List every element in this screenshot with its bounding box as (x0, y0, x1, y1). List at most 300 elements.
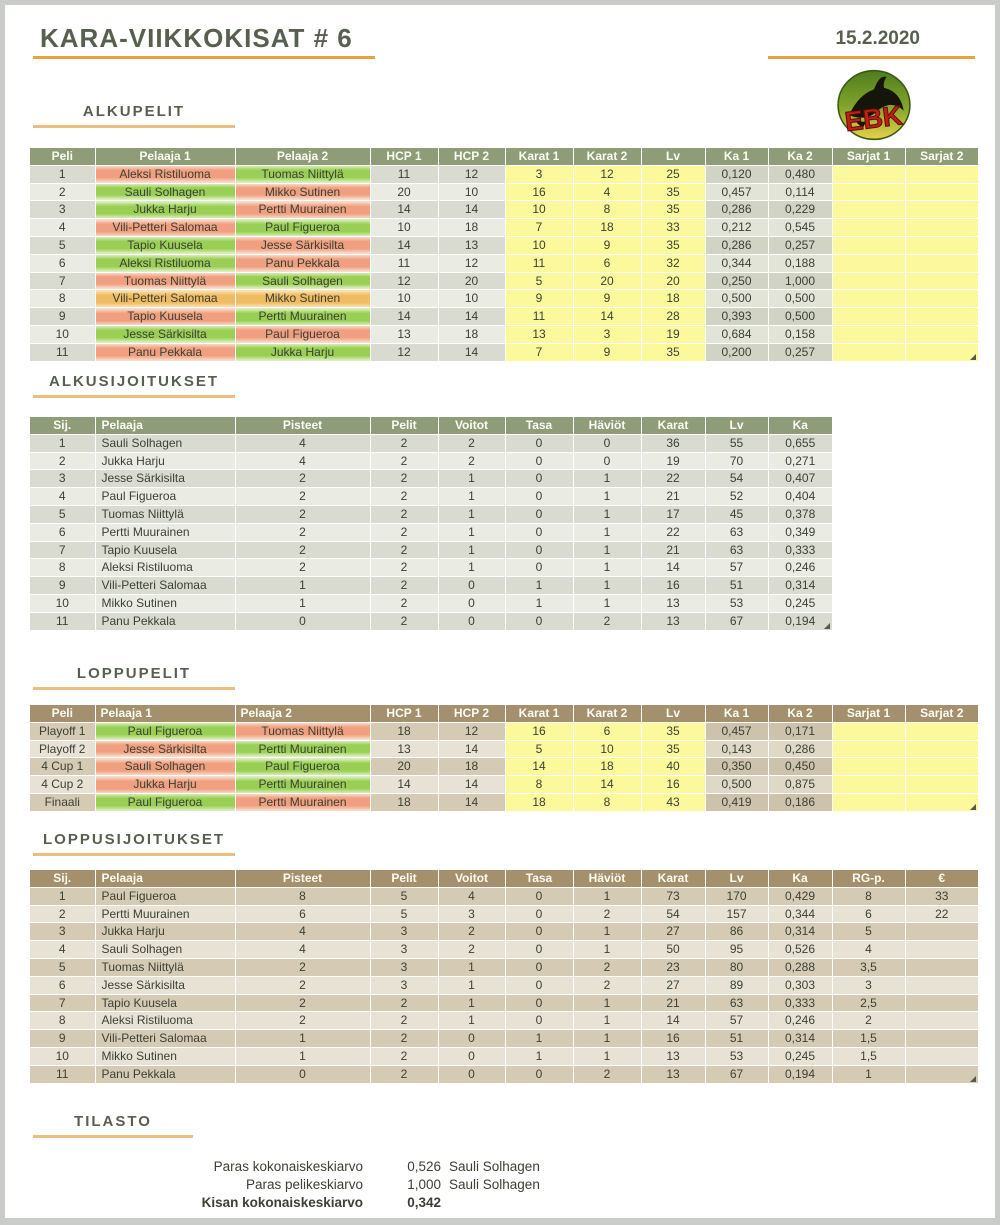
tilasto-stats (105, 1157, 540, 1211)
table-row (30, 1030, 978, 1048)
col-header-lv: Lv (641, 148, 705, 165)
cell-games: 2 (370, 1047, 438, 1065)
cell-points: 2 (235, 1012, 370, 1030)
cell-sarjat-2 (905, 758, 978, 776)
cell-karat-2: 10 (573, 740, 641, 758)
cell-ka-1: 0,120 (705, 165, 768, 183)
cell-euros (905, 958, 978, 976)
cell-player-2: Pertti Muurainen (235, 201, 370, 219)
loppusijoitukset-table (30, 870, 978, 1084)
table-row (30, 887, 978, 905)
cell-ka-2: 0,158 (768, 325, 832, 343)
col-header-game-label: Peli (30, 148, 95, 165)
cell-hcp-1: 13 (370, 740, 438, 758)
cell-rank: 5 (30, 958, 95, 976)
cell-karat: 23 (641, 958, 705, 976)
col-header-rank: Sij. (30, 870, 95, 887)
cell-losses: 1 (573, 541, 641, 559)
cell-sarjat-2 (905, 722, 978, 740)
cell-ka: 0,333 (768, 541, 832, 559)
cell-draws: 0 (505, 923, 573, 941)
cell-ka: 0,245 (768, 1047, 832, 1065)
title-underline (33, 56, 375, 59)
cell-draws: 0 (505, 488, 573, 506)
cell-player-2: Paul Figueroa (235, 325, 370, 343)
cell-wins: 2 (438, 941, 505, 959)
cell-losses: 2 (573, 905, 641, 923)
cell-rank: 11 (30, 1065, 95, 1083)
col-header-karat: Karat (641, 870, 705, 887)
cell-player-2: Pertti Muurainen (235, 740, 370, 758)
cell-sarjat-2 (905, 254, 978, 272)
table-row (30, 577, 832, 595)
date-underline (768, 56, 975, 59)
col-header-lv: Lv (705, 870, 768, 887)
table-row (30, 219, 978, 237)
cell-points: 2 (235, 958, 370, 976)
table-row (30, 434, 832, 452)
cell-karat: 22 (641, 470, 705, 488)
cell-losses: 1 (573, 1030, 641, 1048)
cell-player-1: Sauli Solhagen (95, 758, 235, 776)
cell-ka-2: 0,114 (768, 183, 832, 201)
table-row (30, 1065, 978, 1083)
cell-player-name: Paul Figueroa (95, 887, 235, 905)
cell-lv: 33 (641, 219, 705, 237)
cell-games: 2 (370, 505, 438, 523)
cell-lv: 25 (641, 165, 705, 183)
cell-ka-1: 0,393 (705, 308, 768, 326)
cell-points: 0 (235, 1065, 370, 1083)
cell-hcp-1: 12 (370, 272, 438, 290)
cell-rank: 4 (30, 488, 95, 506)
cell-ka: 0,429 (768, 887, 832, 905)
cell-rank: 2 (30, 452, 95, 470)
cell-hcp-1: 18 (370, 793, 438, 811)
cell-wins: 1 (438, 488, 505, 506)
cell-game-label: 4 Cup 2 (30, 776, 95, 794)
cell-draws: 1 (505, 594, 573, 612)
cell-player-1: Aleksi Ristiluoma (95, 254, 235, 272)
cell-losses: 2 (573, 958, 641, 976)
stat-row-competition-average (105, 1193, 540, 1211)
cell-lv: 35 (641, 201, 705, 219)
cell-sarjat-2 (905, 290, 978, 308)
cell-draws: 0 (505, 434, 573, 452)
cell-ka-1: 0,684 (705, 325, 768, 343)
col-header-sarjat-1: Sarjat 1 (832, 705, 905, 722)
col-header-sarjat-1: Sarjat 1 (832, 148, 905, 165)
cell-lv: 67 (705, 1065, 768, 1083)
cell-games: 3 (370, 976, 438, 994)
cell-player-name: Tapio Kuusela (95, 541, 235, 559)
stat-row-best-total-average (105, 1157, 540, 1175)
cell-rg-points: 1,5 (832, 1030, 905, 1048)
cell-player-2: Pertti Muurainen (235, 776, 370, 794)
col-header-euros: € (905, 870, 978, 887)
cell-game-label: 4 Cup 1 (30, 758, 95, 776)
cell-karat: 13 (641, 612, 705, 630)
table-row (30, 722, 978, 740)
cell-hcp-2: 14 (438, 308, 505, 326)
cell-player-2: Mikko Sutinen (235, 183, 370, 201)
header-row (30, 148, 978, 165)
cell-ka: 0,194 (768, 612, 832, 630)
cell-lv: 70 (705, 452, 768, 470)
cell-hcp-2: 10 (438, 290, 505, 308)
cell-player-name: Tapio Kuusela (95, 994, 235, 1012)
cell-karat-2: 8 (573, 201, 641, 219)
header-row (30, 870, 978, 887)
cell-game-label: 9 (30, 308, 95, 326)
cell-ka-1: 0,419 (705, 793, 768, 811)
cell-games: 2 (370, 612, 438, 630)
cell-player-1: Tuomas Niittylä (95, 272, 235, 290)
cell-hcp-2: 18 (438, 758, 505, 776)
cell-ka-1: 0,344 (705, 254, 768, 272)
cell-player-1: Jesse Särkisilta (95, 740, 235, 758)
table-corner-marker-icon (970, 804, 976, 810)
col-header-hcp-1: HCP 1 (370, 148, 438, 165)
table-row (30, 740, 978, 758)
cell-karat: 14 (641, 1012, 705, 1030)
cell-rg-points: 6 (832, 905, 905, 923)
table-row (30, 976, 978, 994)
cell-euros (905, 994, 978, 1012)
stat-value: 0,526 (407, 1158, 441, 1174)
cell-lv: 43 (641, 793, 705, 811)
cell-sarjat-1 (832, 219, 905, 237)
cell-hcp-1: 12 (370, 343, 438, 361)
cell-ka: 0,378 (768, 505, 832, 523)
cell-sarjat-2 (905, 343, 978, 361)
cell-rg-points: 8 (832, 887, 905, 905)
cell-sarjat-1 (832, 793, 905, 811)
cell-rank: 7 (30, 994, 95, 1012)
col-header-points: Pisteet (235, 417, 370, 434)
cell-hcp-1: 10 (370, 290, 438, 308)
cell-losses: 0 (573, 434, 641, 452)
loppupelit-table (30, 705, 978, 812)
cell-ka: 0,314 (768, 1030, 832, 1048)
cell-points: 2 (235, 488, 370, 506)
cell-sarjat-1 (832, 776, 905, 794)
section-heading-loppupelit: LOPPUPELIT (33, 665, 235, 690)
col-header-player-2: Pelaaja 2 (235, 148, 370, 165)
cell-ka-2: 0,480 (768, 165, 832, 183)
cell-karat-2: 9 (573, 236, 641, 254)
cell-sarjat-2 (905, 236, 978, 254)
cell-losses: 1 (573, 505, 641, 523)
table-row (30, 905, 978, 923)
table-row (30, 793, 978, 811)
table-row (30, 254, 978, 272)
cell-hcp-1: 20 (370, 758, 438, 776)
cell-karat: 16 (641, 1030, 705, 1048)
cell-points: 8 (235, 887, 370, 905)
cell-games: 2 (370, 594, 438, 612)
cell-player-name: Pertti Muurainen (95, 523, 235, 541)
cell-hcp-1: 14 (370, 201, 438, 219)
section-heading-alkusijoitukset: ALKUSIJOITUKSET (33, 373, 235, 398)
cell-points: 1 (235, 577, 370, 595)
cell-karat-2: 18 (573, 758, 641, 776)
ebk-logo-icon (835, 68, 913, 142)
cell-points: 2 (235, 559, 370, 577)
cell-karat-1: 11 (505, 308, 573, 326)
cell-wins: 1 (438, 470, 505, 488)
header-row (30, 705, 978, 722)
cell-player-2: Pertti Muurainen (235, 308, 370, 326)
cell-ka-1: 0,250 (705, 272, 768, 290)
cell-euros: 33 (905, 887, 978, 905)
cell-losses: 1 (573, 488, 641, 506)
cell-lv: 35 (641, 236, 705, 254)
col-header-wins: Voitot (438, 870, 505, 887)
cell-karat-1: 3 (505, 165, 573, 183)
cell-points: 4 (235, 923, 370, 941)
cell-euros (905, 1065, 978, 1083)
table-row (30, 452, 832, 470)
cell-euros (905, 1012, 978, 1030)
cell-games: 3 (370, 923, 438, 941)
cell-draws: 0 (505, 958, 573, 976)
cell-lv: 67 (705, 612, 768, 630)
section-heading-loppusijoitukset: LOPPUSIJOITUKSET (33, 831, 235, 856)
cell-karat: 14 (641, 559, 705, 577)
event-date: 15.2.2020 (835, 28, 920, 49)
cell-games: 2 (370, 577, 438, 595)
col-header-games: Pelit (370, 870, 438, 887)
table-row (30, 325, 978, 343)
cell-ka-2: 0,188 (768, 254, 832, 272)
cell-lv: 35 (641, 343, 705, 361)
cell-ka: 0,404 (768, 488, 832, 506)
col-header-karat-1: Karat 1 (505, 705, 573, 722)
cell-ka-1: 0,200 (705, 343, 768, 361)
col-header-wins: Voitot (438, 417, 505, 434)
table-row (30, 958, 978, 976)
col-header-sarjat-2: Sarjat 2 (905, 148, 978, 165)
table-row (30, 994, 978, 1012)
cell-wins: 2 (438, 434, 505, 452)
cell-euros (905, 1030, 978, 1048)
cell-points: 2 (235, 505, 370, 523)
cell-karat: 22 (641, 523, 705, 541)
cell-player-1: Jukka Harju (95, 776, 235, 794)
cell-ka-2: 0,257 (768, 236, 832, 254)
col-header-games: Pelit (370, 417, 438, 434)
cell-hcp-2: 12 (438, 254, 505, 272)
ebk-club-logo (835, 68, 913, 142)
cell-karat-1: 14 (505, 758, 573, 776)
cell-ka-2: 1,000 (768, 272, 832, 290)
table-row (30, 165, 978, 183)
col-header-sarjat-2: Sarjat 2 (905, 705, 978, 722)
col-header-karat: Karat (641, 417, 705, 434)
cell-euros (905, 976, 978, 994)
cell-hcp-1: 18 (370, 722, 438, 740)
cell-rank: 7 (30, 541, 95, 559)
cell-ka: 0,333 (768, 994, 832, 1012)
cell-karat-1: 18 (505, 793, 573, 811)
cell-ka: 0,407 (768, 470, 832, 488)
cell-lv: 157 (705, 905, 768, 923)
cell-wins: 4 (438, 887, 505, 905)
cell-losses: 0 (573, 452, 641, 470)
table-row (30, 290, 978, 308)
cell-games: 2 (370, 488, 438, 506)
loppupelit-table-wrap (30, 705, 978, 812)
cell-rank: 2 (30, 905, 95, 923)
cell-points: 0 (235, 612, 370, 630)
cell-draws: 0 (505, 941, 573, 959)
cell-player-1: Vili-Petteri Salomaa (95, 219, 235, 237)
table-row (30, 488, 832, 506)
cell-wins: 1 (438, 541, 505, 559)
cell-losses: 1 (573, 559, 641, 577)
cell-ka-2: 0,229 (768, 201, 832, 219)
cell-draws: 0 (505, 612, 573, 630)
cell-player-name: Vili-Petteri Salomaa (95, 577, 235, 595)
cell-wins: 1 (438, 1012, 505, 1030)
cell-ka: 0,288 (768, 958, 832, 976)
cell-player-1: Tapio Kuusela (95, 308, 235, 326)
cell-ka: 0,246 (768, 559, 832, 577)
cell-player-name: Jukka Harju (95, 923, 235, 941)
cell-karat: 19 (641, 452, 705, 470)
cell-karat: 16 (641, 577, 705, 595)
table-row (30, 343, 978, 361)
cell-wins: 2 (438, 452, 505, 470)
cell-games: 3 (370, 958, 438, 976)
cell-player-1: Vili-Petteri Salomaa (95, 290, 235, 308)
cell-ka-1: 0,286 (705, 201, 768, 219)
cell-player-2: Sauli Solhagen (235, 272, 370, 290)
cell-sarjat-2 (905, 740, 978, 758)
cell-karat-1: 11 (505, 254, 573, 272)
col-header-player-2: Pelaaja 2 (235, 705, 370, 722)
cell-rg-points: 4 (832, 941, 905, 959)
cell-wins: 0 (438, 577, 505, 595)
cell-sarjat-2 (905, 776, 978, 794)
cell-game-label: Playoff 1 (30, 722, 95, 740)
table-row (30, 923, 978, 941)
col-header-player-name: Pelaaja (95, 417, 235, 434)
cell-hcp-1: 11 (370, 165, 438, 183)
stat-label: Kisan kokonaiskeskiarvo (201, 1194, 363, 1210)
cell-game-label: 7 (30, 272, 95, 290)
col-header-karat-1: Karat 1 (505, 148, 573, 165)
cell-sarjat-2 (905, 793, 978, 811)
cell-ka: 0,314 (768, 923, 832, 941)
cell-lv: 51 (705, 1030, 768, 1048)
cell-losses: 1 (573, 470, 641, 488)
cell-points: 1 (235, 594, 370, 612)
cell-ka-2: 0,286 (768, 740, 832, 758)
cell-sarjat-2 (905, 272, 978, 290)
cell-rank: 9 (30, 577, 95, 595)
cell-lv: 95 (705, 941, 768, 959)
cell-karat-1: 10 (505, 236, 573, 254)
cell-game-label: 10 (30, 325, 95, 343)
cell-sarjat-1 (832, 308, 905, 326)
cell-draws: 0 (505, 523, 573, 541)
cell-game-label: 3 (30, 201, 95, 219)
cell-karat: 13 (641, 1047, 705, 1065)
cell-lv: 45 (705, 505, 768, 523)
cell-rank: 3 (30, 923, 95, 941)
cell-hcp-2: 18 (438, 219, 505, 237)
cell-sarjat-1 (832, 325, 905, 343)
col-header-rg-points: RG-p. (832, 870, 905, 887)
cell-karat-2: 6 (573, 722, 641, 740)
cell-rank: 11 (30, 612, 95, 630)
col-header-hcp-2: HCP 2 (438, 705, 505, 722)
cell-game-label: 2 (30, 183, 95, 201)
cell-karat-1: 16 (505, 722, 573, 740)
cell-ka-1: 0,500 (705, 290, 768, 308)
table-row (30, 612, 832, 630)
cell-wins: 0 (438, 594, 505, 612)
col-header-ka-1: Ka 1 (705, 148, 768, 165)
cell-lv: 28 (641, 308, 705, 326)
cell-player-name: Panu Pekkala (95, 612, 235, 630)
cell-points: 4 (235, 941, 370, 959)
table-row (30, 470, 832, 488)
cell-draws: 0 (505, 976, 573, 994)
cell-ka-1: 0,286 (705, 236, 768, 254)
cell-ka: 0,245 (768, 594, 832, 612)
cell-ka-1: 0,457 (705, 722, 768, 740)
table-row (30, 758, 978, 776)
cell-karat-1: 7 (505, 343, 573, 361)
cell-game-label: 4 (30, 219, 95, 237)
cell-draws: 0 (505, 1065, 573, 1083)
cell-karat-2: 12 (573, 165, 641, 183)
cell-lv: 89 (705, 976, 768, 994)
cell-lv: 35 (641, 722, 705, 740)
cell-lv: 54 (705, 470, 768, 488)
cell-rank: 8 (30, 559, 95, 577)
cell-karat-1: 16 (505, 183, 573, 201)
table-row (30, 559, 832, 577)
cell-karat: 13 (641, 594, 705, 612)
col-header-player-1: Pelaaja 1 (95, 148, 235, 165)
stat-value: 0,342 (407, 1194, 441, 1210)
cell-draws: 0 (505, 1012, 573, 1030)
cell-ka-1: 0,457 (705, 183, 768, 201)
cell-ka: 0,303 (768, 976, 832, 994)
table-row (30, 1012, 978, 1030)
stat-player-name: Sauli Solhagen (449, 1158, 540, 1174)
cell-player-1: Jukka Harju (95, 201, 235, 219)
table-corner-marker-icon (970, 1076, 976, 1082)
col-header-draws: Tasa (505, 870, 573, 887)
cell-player-name: Jesse Särkisilta (95, 470, 235, 488)
cell-game-label: 11 (30, 343, 95, 361)
cell-euros: 22 (905, 905, 978, 923)
alkusijoitukset-table (30, 417, 832, 631)
table-row (30, 236, 978, 254)
cell-ka-2: 0,186 (768, 793, 832, 811)
cell-hcp-1: 11 (370, 254, 438, 272)
cell-euros (905, 1047, 978, 1065)
cell-hcp-2: 14 (438, 793, 505, 811)
cell-player-name: Vili-Petteri Salomaa (95, 1030, 235, 1048)
col-header-hcp-2: HCP 2 (438, 148, 505, 165)
cell-player-name: Sauli Solhagen (95, 434, 235, 452)
